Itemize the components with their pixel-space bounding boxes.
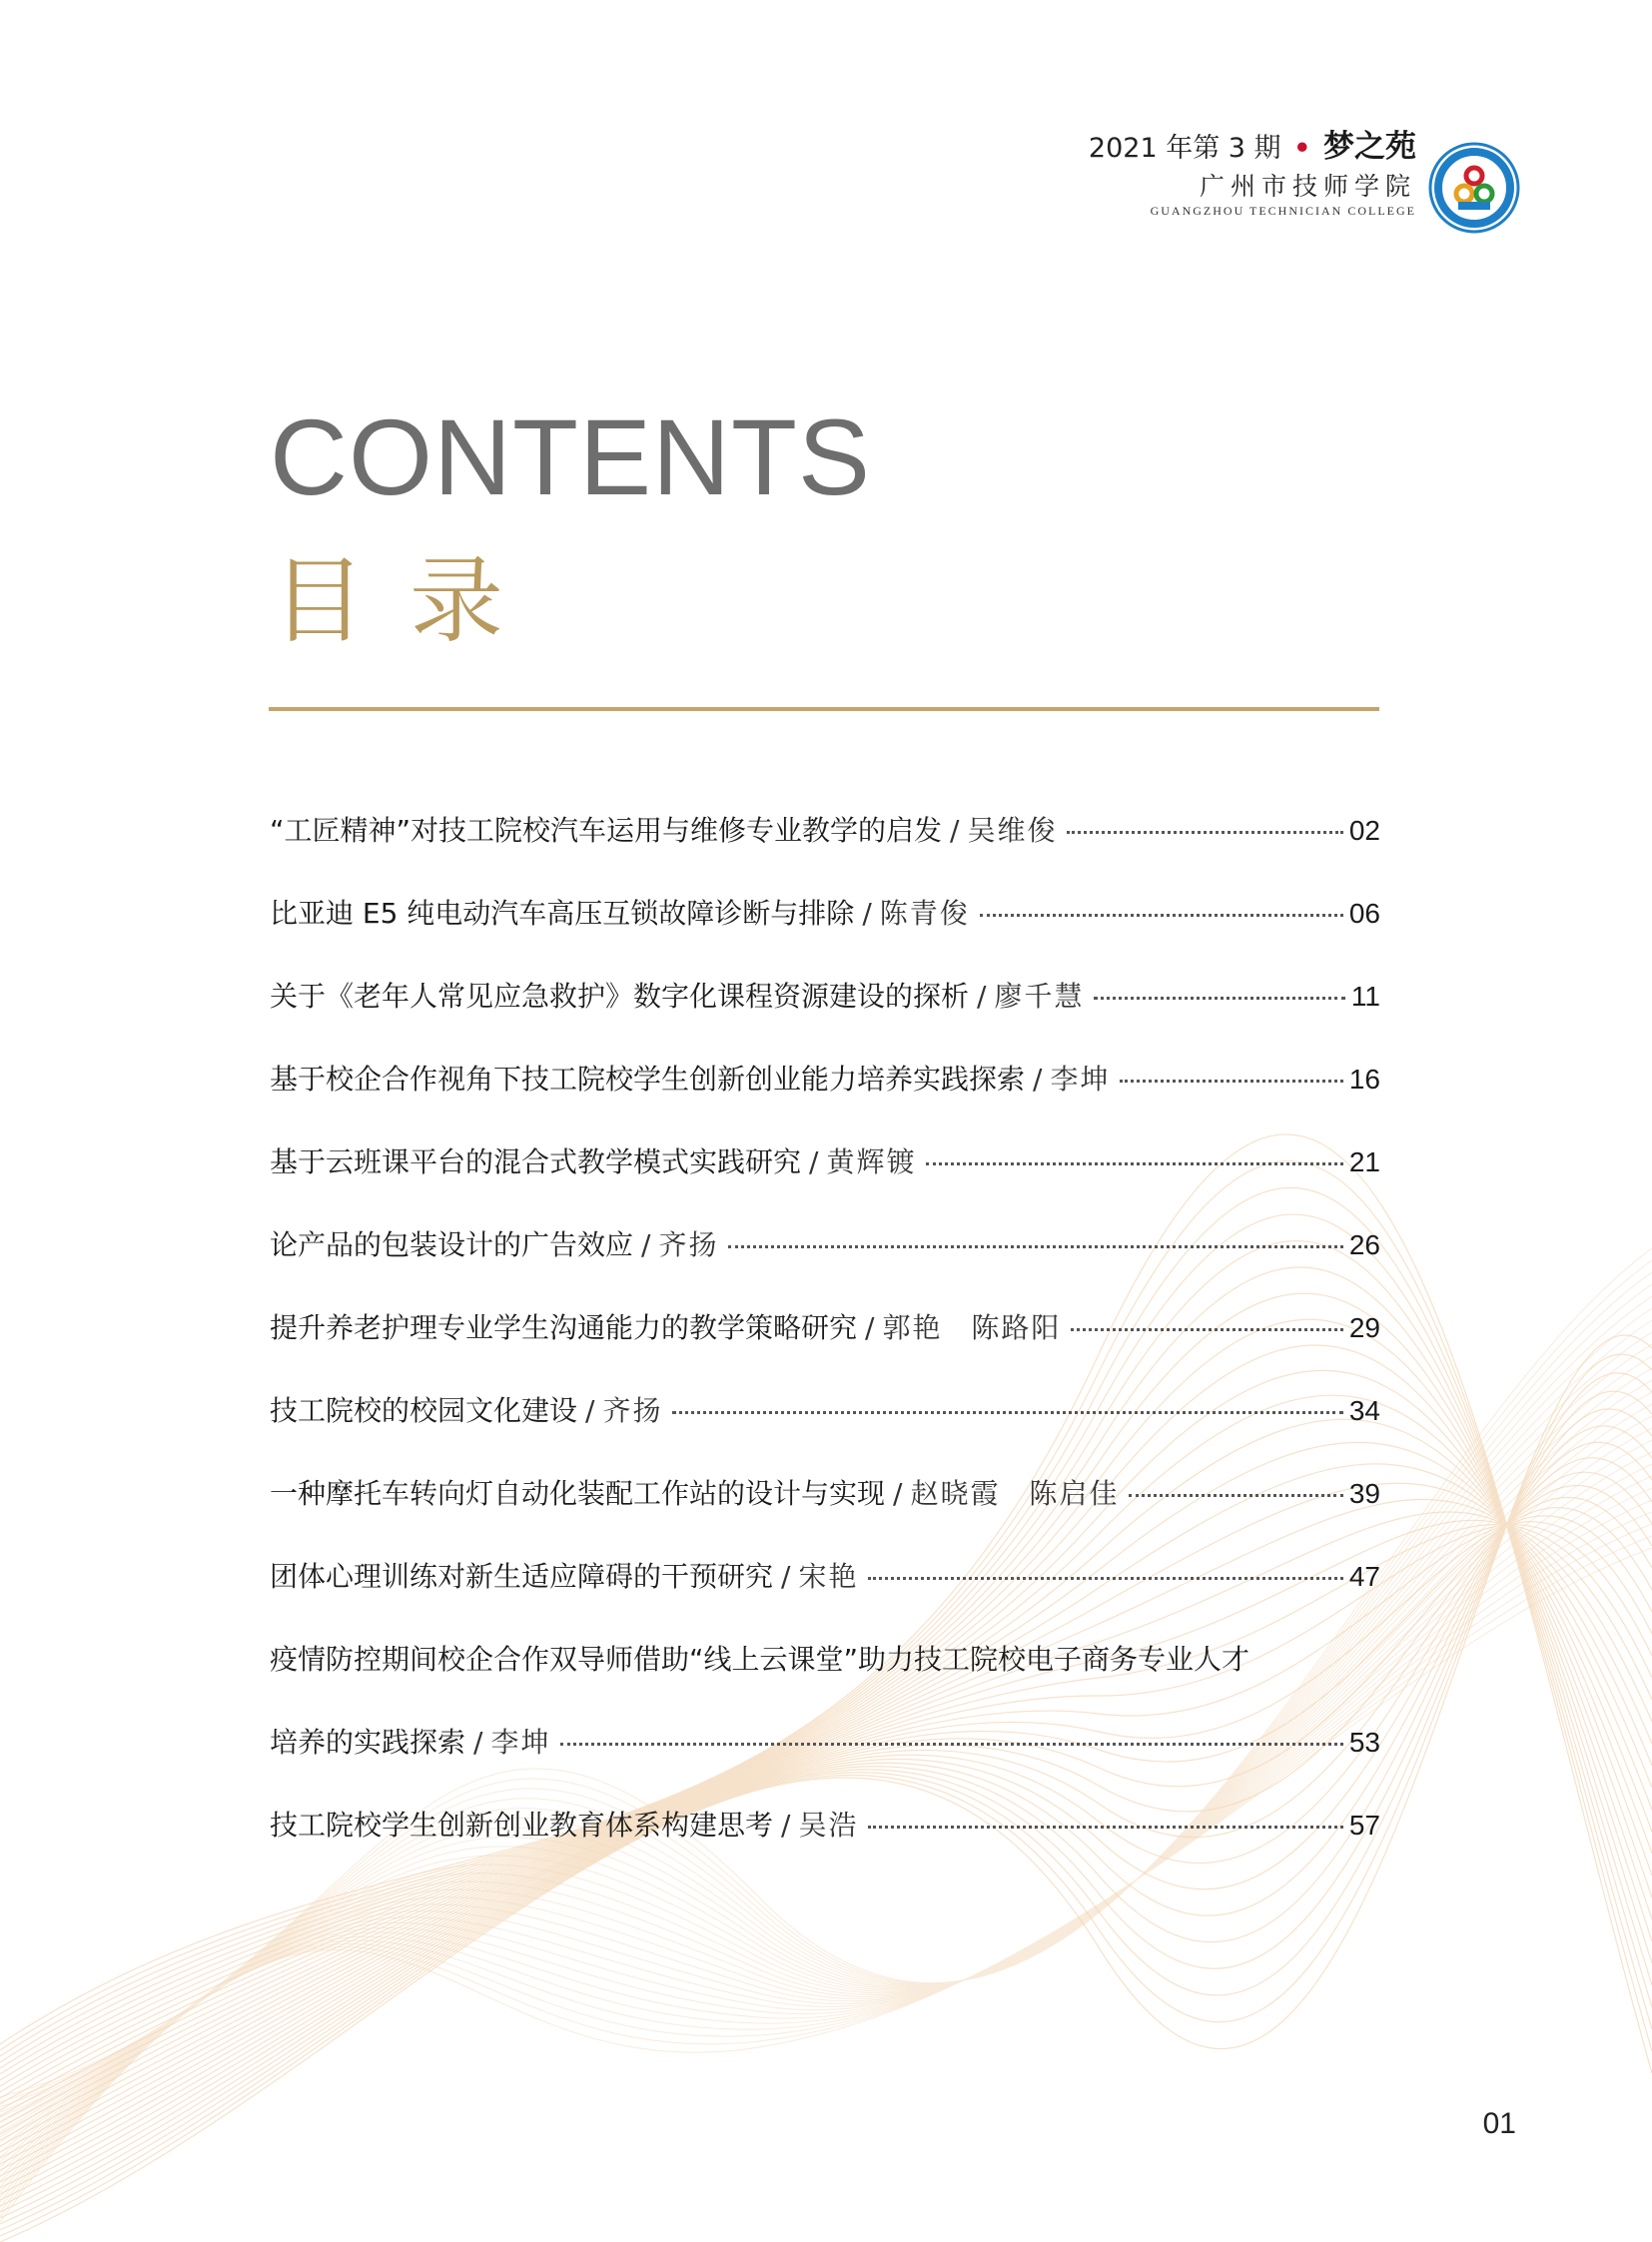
toc-dot-leader bbox=[1067, 831, 1342, 834]
toc-entry-author: 齐扬 bbox=[658, 1228, 719, 1261]
toc-entry-title: 基于云班课平台的混合式教学模式实践研究 bbox=[270, 1145, 802, 1178]
toc-entry-title: 提升养老护理专业学生沟通能力的教学策略研究 bbox=[270, 1311, 858, 1344]
toc-dot-leader bbox=[672, 1411, 1342, 1414]
toc-separator: / bbox=[641, 1228, 651, 1261]
toc-separator: / bbox=[809, 1145, 819, 1178]
toc-entry-page: 29 bbox=[1348, 1312, 1380, 1343]
toc-entry-author: 黄辉镀 bbox=[826, 1145, 917, 1178]
college-name-en: GUANGZHOU TECHNICIAN COLLEGE bbox=[1150, 204, 1416, 218]
toc-separator: / bbox=[862, 897, 872, 930]
toc-entry-page: 16 bbox=[1348, 1064, 1380, 1095]
toc-entry-page: 02 bbox=[1348, 815, 1380, 846]
toc-entry-title: 关于《老年人常见应急救护》数字化课程资源建设的探析 bbox=[270, 980, 970, 1013]
issue-line bbox=[1089, 128, 1416, 168]
toc-entry-title: “工匠精神”对技工院校汽车运用与维修专业教学的启发 bbox=[270, 814, 943, 847]
toc-entry-title: 一种摩托车转向灯自动化装配工作站的设计与实现 bbox=[270, 1477, 886, 1510]
toc-entry[interactable] bbox=[270, 1058, 1380, 1140]
toc-entry-author: 李坤 bbox=[1050, 1063, 1111, 1096]
toc-entry-title: 培养的实践探索 bbox=[270, 1726, 466, 1759]
toc-entry-author: 李坤 bbox=[490, 1726, 551, 1759]
toc-entry-title: 技工院校的校园文化建设 bbox=[270, 1394, 578, 1427]
toc-entry[interactable] bbox=[270, 1472, 1380, 1555]
header-text bbox=[1089, 128, 1416, 218]
toc-entry-page: 47 bbox=[1348, 1561, 1380, 1592]
toc-dot-leader bbox=[560, 1743, 1342, 1746]
toc-dot-leader bbox=[868, 1826, 1342, 1829]
toc-entry-title: 团体心理训练对新生适应障碍的干预研究 bbox=[270, 1560, 774, 1593]
toc-separator: / bbox=[781, 1809, 791, 1842]
toc-entry[interactable] bbox=[270, 1721, 1380, 1804]
toc-entry-author: 郭艳 陈路阳 bbox=[882, 1311, 1062, 1344]
toc-dot-leader bbox=[1071, 1328, 1342, 1331]
toc-separator: / bbox=[865, 1311, 875, 1344]
toc-entry-title: 技工院校学生创新创业教育体系构建思考 bbox=[270, 1809, 774, 1842]
toc-separator: / bbox=[585, 1394, 595, 1427]
toc-entry-page: 11 bbox=[1350, 981, 1380, 1012]
toc-entry-page: 39 bbox=[1348, 1478, 1380, 1509]
issue-dot: • bbox=[1293, 133, 1311, 164]
toc-entry-page: 21 bbox=[1348, 1146, 1380, 1177]
toc-entry-author: 吴维俊 bbox=[967, 814, 1058, 847]
toc-separator: / bbox=[977, 980, 987, 1013]
title-divider bbox=[269, 707, 1379, 711]
toc-separator: / bbox=[1033, 1063, 1043, 1096]
toc-dot-leader bbox=[980, 914, 1343, 917]
toc-dot-leader bbox=[926, 1162, 1342, 1165]
toc-entry[interactable] bbox=[270, 1804, 1380, 1886]
toc-entry-author: 齐扬 bbox=[602, 1394, 663, 1427]
toc-dot-leader bbox=[1120, 1080, 1342, 1083]
contents-title: CONTENTS bbox=[270, 396, 871, 517]
toc-entry[interactable] bbox=[270, 975, 1380, 1058]
college-name-cn: 广州市技师学院 bbox=[1199, 172, 1416, 201]
page-number: 01 bbox=[1482, 2107, 1516, 2140]
page-header bbox=[1089, 128, 1520, 234]
toc-dot-leader bbox=[1094, 997, 1344, 1000]
toc-entry-page: 53 bbox=[1348, 1727, 1380, 1758]
toc-entry-page: 34 bbox=[1348, 1395, 1380, 1426]
toc-dot-leader bbox=[1129, 1494, 1342, 1497]
toc-separator: / bbox=[950, 814, 960, 847]
issue-label: 2021 年第 3 期 bbox=[1088, 133, 1281, 164]
toc-entry-page: 06 bbox=[1348, 898, 1380, 929]
toc-entry-author: 赵晓霞 陈启佳 bbox=[910, 1477, 1120, 1510]
toc-entry-title: 基于校企合作视角下技工院校学生创新创业能力培养实践探索 bbox=[270, 1063, 1026, 1096]
toc-entry-author: 吴浩 bbox=[798, 1809, 859, 1842]
toc-entry[interactable] bbox=[270, 1638, 1380, 1721]
toc-entry[interactable] bbox=[270, 1306, 1380, 1389]
toc-dot-leader bbox=[868, 1577, 1342, 1580]
toc-entry-title: 比亚迪 E5 纯电动汽车高压互锁故障诊断与排除 bbox=[270, 897, 855, 930]
table-of-contents-title: 目录 bbox=[272, 547, 548, 656]
toc-entry[interactable] bbox=[270, 1555, 1380, 1638]
toc-entry[interactable] bbox=[270, 1223, 1380, 1306]
college-logo bbox=[1428, 142, 1520, 234]
toc-entry-author: 宋艳 bbox=[798, 1560, 859, 1593]
toc-entry-page: 26 bbox=[1348, 1229, 1380, 1260]
toc-entry[interactable] bbox=[270, 1389, 1380, 1472]
toc-separator: / bbox=[893, 1477, 903, 1510]
magazine-name: 梦之苑 bbox=[1323, 129, 1416, 165]
toc-entry[interactable] bbox=[270, 1140, 1380, 1223]
table-of-contents bbox=[270, 809, 1380, 1886]
toc-dot-leader bbox=[728, 1245, 1342, 1248]
toc-entry-author: 廖千慧 bbox=[994, 980, 1085, 1013]
toc-entry-title: 疫情防控期间校企合作双导师借助“线上云课堂”助力技工院校电子商务专业人才 bbox=[270, 1643, 1250, 1676]
toc-separator: / bbox=[781, 1560, 791, 1593]
toc-entry-author: 陈青俊 bbox=[879, 897, 970, 930]
toc-entry[interactable] bbox=[270, 809, 1380, 892]
toc-separator: / bbox=[473, 1726, 483, 1759]
toc-entry[interactable] bbox=[270, 892, 1380, 975]
toc-entry-title: 论产品的包装设计的广告效应 bbox=[270, 1228, 634, 1261]
toc-entry-page: 57 bbox=[1348, 1810, 1380, 1841]
